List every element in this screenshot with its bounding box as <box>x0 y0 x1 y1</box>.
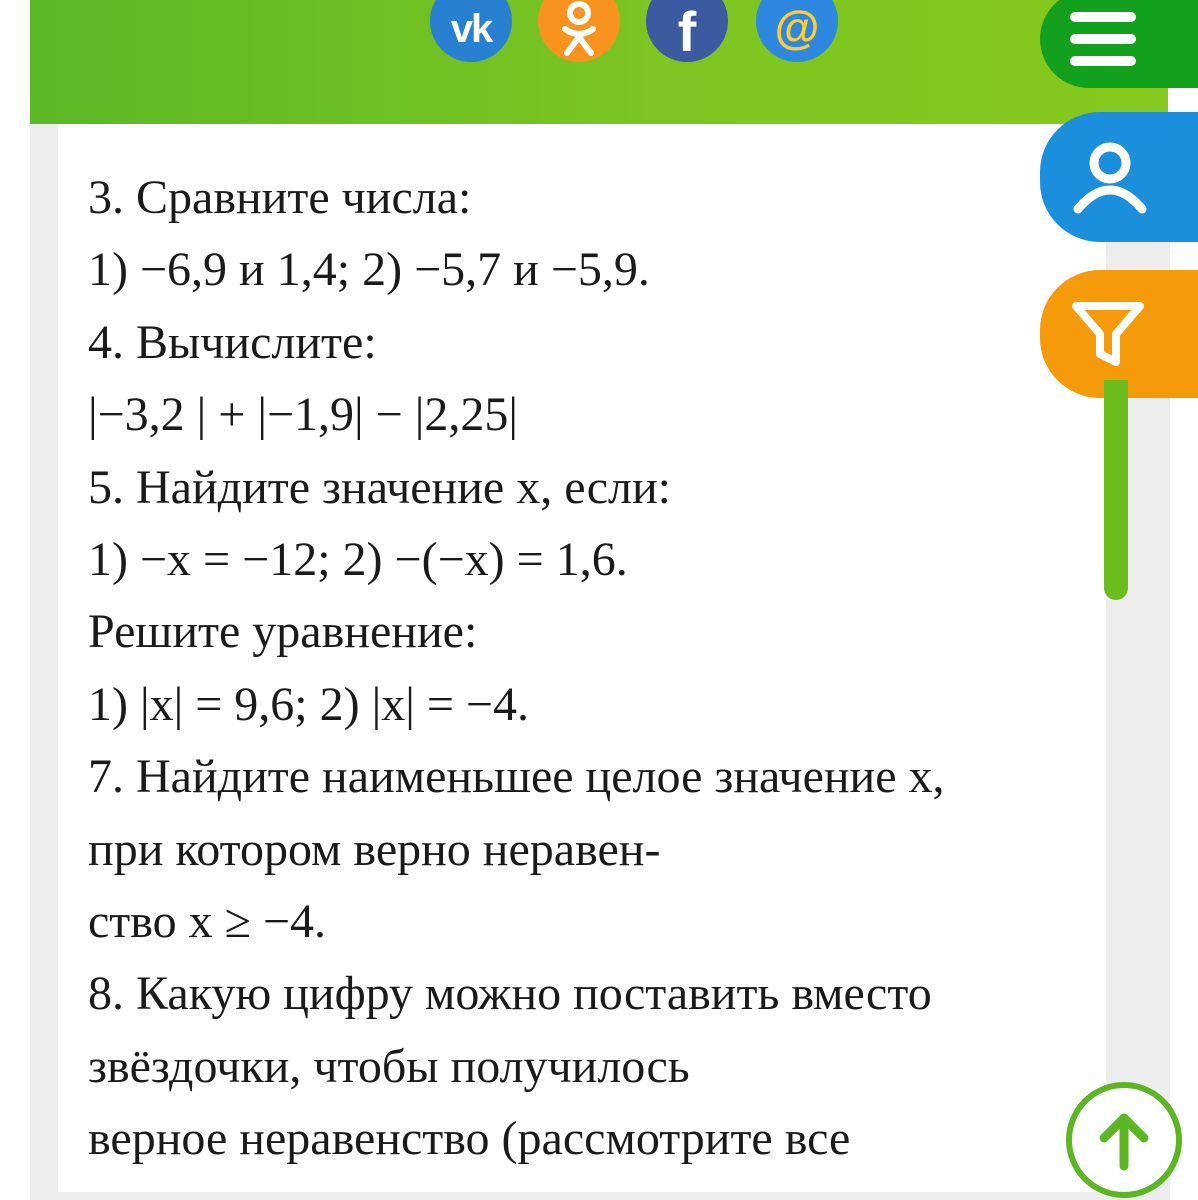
text-line: при котором верно неравен- <box>88 822 661 876</box>
text-line: 5. Найдите значение x, если: <box>88 460 671 514</box>
odnoklassniki-glyph <box>557 0 601 59</box>
text-line: 1) |x| = 9,6; 2) |x| = −4. <box>88 677 529 731</box>
mail-icon[interactable]: @ <box>756 0 838 62</box>
text-line: 7. Найдите наименьшее целое значение x, <box>88 750 945 804</box>
facebook-icon[interactable]: f <box>646 0 728 62</box>
text-line: 1) −x = −12; 2) −(−x) = 1,6. <box>88 533 628 587</box>
text-line: 8. Какую цифру можно поставить вместо <box>88 967 932 1021</box>
text-line: 1) −6,9 и 1,4; 2) −5,7 и −5,9. <box>88 243 650 297</box>
scroll-to-top-button[interactable] <box>1066 1082 1182 1198</box>
text-line: ство x ≥ −4. <box>88 895 327 949</box>
text-line: 4. Вычислите: <box>88 315 377 369</box>
site-header <box>30 0 1168 124</box>
arrow-up-icon <box>1092 1108 1156 1172</box>
text-line: звёздочки, чтобы получилось <box>88 1039 690 1093</box>
text-line: 3. Сравните числа: <box>88 171 472 224</box>
odnoklassniki-icon[interactable] <box>538 0 620 62</box>
text-line: верное неравенство (рассмотрите все <box>88 1112 851 1166</box>
scrollbar-thumb[interactable] <box>1104 380 1128 600</box>
task-text <box>88 162 1088 1176</box>
menu-icon <box>1070 12 1136 66</box>
text-line: Решите уравнение: <box>88 605 478 659</box>
menu-button[interactable] <box>1040 0 1198 88</box>
vk-icon[interactable]: vk <box>430 0 512 62</box>
text-line: |−3,2 | + |−1,9| − |2,25| <box>88 388 518 442</box>
